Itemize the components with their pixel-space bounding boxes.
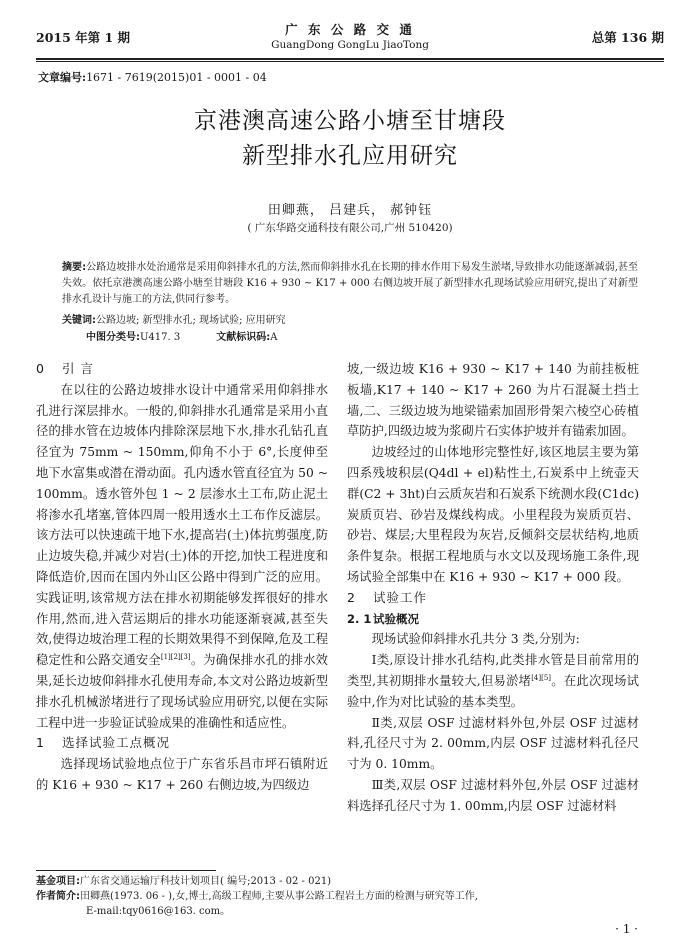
clc-value: U417. 3 (140, 332, 181, 343)
classification (86, 330, 277, 346)
paragraph-text: 。在此次现场试验中,作为对比试验的基本类型。 (347, 673, 639, 709)
doc-code-label: 文献标识码: (216, 332, 271, 343)
section-heading-test (347, 588, 639, 609)
clc-label: 中图分类号: (86, 332, 140, 343)
article-number (38, 69, 267, 85)
page-number: · 1 · (615, 922, 638, 936)
total-issue-label: 总第 136 期 (591, 30, 664, 45)
author-bio-text: 田卿燕(1973. 06 - ),女,博士,高级工程师,主要从事公路工程岩土方面的检测与研究等工作, (80, 891, 478, 902)
abstract-text: 公路边坡排水处治通常是采用仰斜排水孔的方法,然而仰斜排水孔在长期的排水作用下易发生淤堵,导致排水功能逐渐减弱,甚至失效。依托京港澳高速公路小塘至甘塘段 K16 + 930 ~ K17 + 000 右侧边坡开展了新型排水孔现场试验应用研究,提出了对新型排水孔设计与施工的方法,供同行参考。 (62, 262, 638, 305)
journal-name-block (36, 20, 664, 51)
fund-line (36, 874, 664, 889)
paragraph: 边坡经过的山体地形完整性好,该区地层主要为第四系残坡积层(Q4dl + el)粘性土,石炭系中上统壶天群(C2 + 3ht)白云质灰岩和石炭系下统测水段(C1dc)炭质页岩、砂岩及煤线构成。小里程段为炭质页岩、砂岩、煤层;大里程段为灰岩,反倾斜交层状结构,地质条件复杂。根据工程地质与水文以及现场施工条件,现场试验全部集中在 K16 + 930 ~ K17 + 000 段。 (347, 445, 639, 584)
paper-title (0, 104, 700, 174)
section-heading-site (36, 733, 328, 754)
paragraph (347, 650, 639, 712)
affiliation: ( 广东华路交通科技有限公司,广州 510420) (247, 222, 453, 234)
article-number-value: 1671 - 7619(2015)01 - 0001 - 04 (86, 71, 267, 84)
section-number: 0 (36, 361, 45, 376)
section-title: 试验工作 (373, 589, 428, 605)
paragraph: 现场试验仰斜排水孔共分 3 类,分别为: (371, 632, 580, 647)
paragraph-text: Ⅰ类,原设计排水孔结构,此类排水管是目前常用的类型,其初期排水量较大,但易淤堵 (347, 653, 639, 688)
paragraph (36, 380, 328, 734)
section-number: 1 (36, 735, 45, 751)
doc-code-value: A (270, 332, 278, 343)
keywords (62, 313, 638, 329)
subsection-heading (347, 609, 639, 630)
fund-label: 基金项目: (36, 876, 80, 887)
footnote (36, 874, 664, 919)
fund-text: 广东省交通运输厅科技计划项目( 编号;2013 - 02 - 021) (80, 876, 332, 887)
author-bio-line (36, 889, 664, 904)
keywords-label: 关键词: (62, 315, 96, 326)
citation: [4][5] (531, 673, 552, 682)
left-column (36, 359, 328, 796)
journal-name: 广 东 公 路 交 通 (285, 22, 415, 37)
citation: [1][2][3] (160, 653, 191, 662)
author-bio-label: 作者简介: (36, 891, 80, 902)
header-rule-thick (36, 58, 664, 60)
subsection-number: 2. 1 (347, 611, 372, 626)
section-heading-intro (36, 359, 328, 380)
issue-label: 2015 年第 1 期 (36, 30, 131, 45)
subsection-title: 试验概况 (373, 611, 419, 626)
abstract (62, 260, 638, 308)
footnote-rule (36, 870, 216, 871)
paragraph: 选择现场试验地点位于广东省乐昌市坪石镇附近的 K16 + 930 ~ K17 + 260 右侧边坡,为四级边 (36, 757, 328, 792)
paragraph: 坡,一级边坡 K16 + 930 ~ K17 + 140 为前挂板桩板墙,K17 + 140 ~ K17 + 260 为片石混凝土挡土墙,二、三级边坡为地梁锚索加固形骨架六棱空心砖植草防护,四级边坡为浆砌片石实体护坡并有锚索加固。 (347, 362, 639, 439)
abstract-label: 摘要: (62, 262, 87, 273)
author-email: E-mail:tqy0616@163. com。 (86, 906, 231, 917)
section-title: 选择试验工点概况 (62, 735, 171, 751)
section-number: 2 (347, 589, 356, 605)
paragraph-text: 。为确保排水孔的排水效果,延长边坡仰斜排水孔使用寿命,本文对公路边坡新型排水孔机械淤堵进行了现场试验应用研究,以便在实际工程中进一步验证试验成果的准确性和适应性。 (36, 653, 328, 730)
article-number-label: 文章编号: (38, 71, 87, 84)
journal-pinyin: GuangDong GongLu JiaoTong (271, 39, 429, 51)
title-line-1: 京港澳高速公路小塘至甘塘段 (194, 108, 506, 134)
keywords-text: 公路边坡; 新型排水孔; 现场试验; 应用研究 (96, 315, 286, 326)
paragraph-text: 在以往的公路边坡排水设计中通常采用仰斜排水孔进行深层排水。一般的,仰斜排水孔通常是采用小直径的排水管在边坡体内排除深层地下水,排水孔钻孔直径宜为 75mm ~ 150mm,仰角不小于 6°,长度伸至地下水富集或潜在滑动面。孔内透水管直径宜为 50 ~ 100mm。透水管外包 1 ~ 2 层渗水土工布,防止泥土将渗水孔堵塞,管体四周一般用透水土工布作反滤层。该方法可以快速疏干地下水,提高岩(土)体抗剪强度,防止边坡失稳,并减少对岩(土)体的开挖,加快工程进度和降低造价,因而在国内外山区公路中得到广泛的应用。实践证明,该常规方法在排水初期能够发挥很好的排水作用,然而,进入营运期后的排水功能逐渐衰减,甚至失效,使得边坡治理工程的长期效果得不到保障,危及工程稳定性和公路交通安全 (36, 382, 329, 668)
running-header (36, 22, 664, 58)
title-line-2: 新型排水孔应用研究 (242, 143, 458, 169)
authors: 田卿燕， 吕建兵， 郝钟钰 (267, 203, 433, 218)
right-column (347, 359, 639, 817)
paragraph: Ⅲ类,双层 OSF 过滤材料外包,外层 OSF 过滤材料选择孔径尺寸为 1. 00mm,内层 OSF 过滤材料 (347, 777, 639, 813)
header-rule-thin (36, 61, 664, 62)
paragraph: Ⅱ类,双层 OSF 过滤材料外包,外层 OSF 过滤材料,孔径尺寸为 2. 00mm,内层 OSF 过滤材料孔径尺寸为 0. 10mm。 (347, 715, 639, 772)
section-title: 引 言 (62, 361, 94, 376)
